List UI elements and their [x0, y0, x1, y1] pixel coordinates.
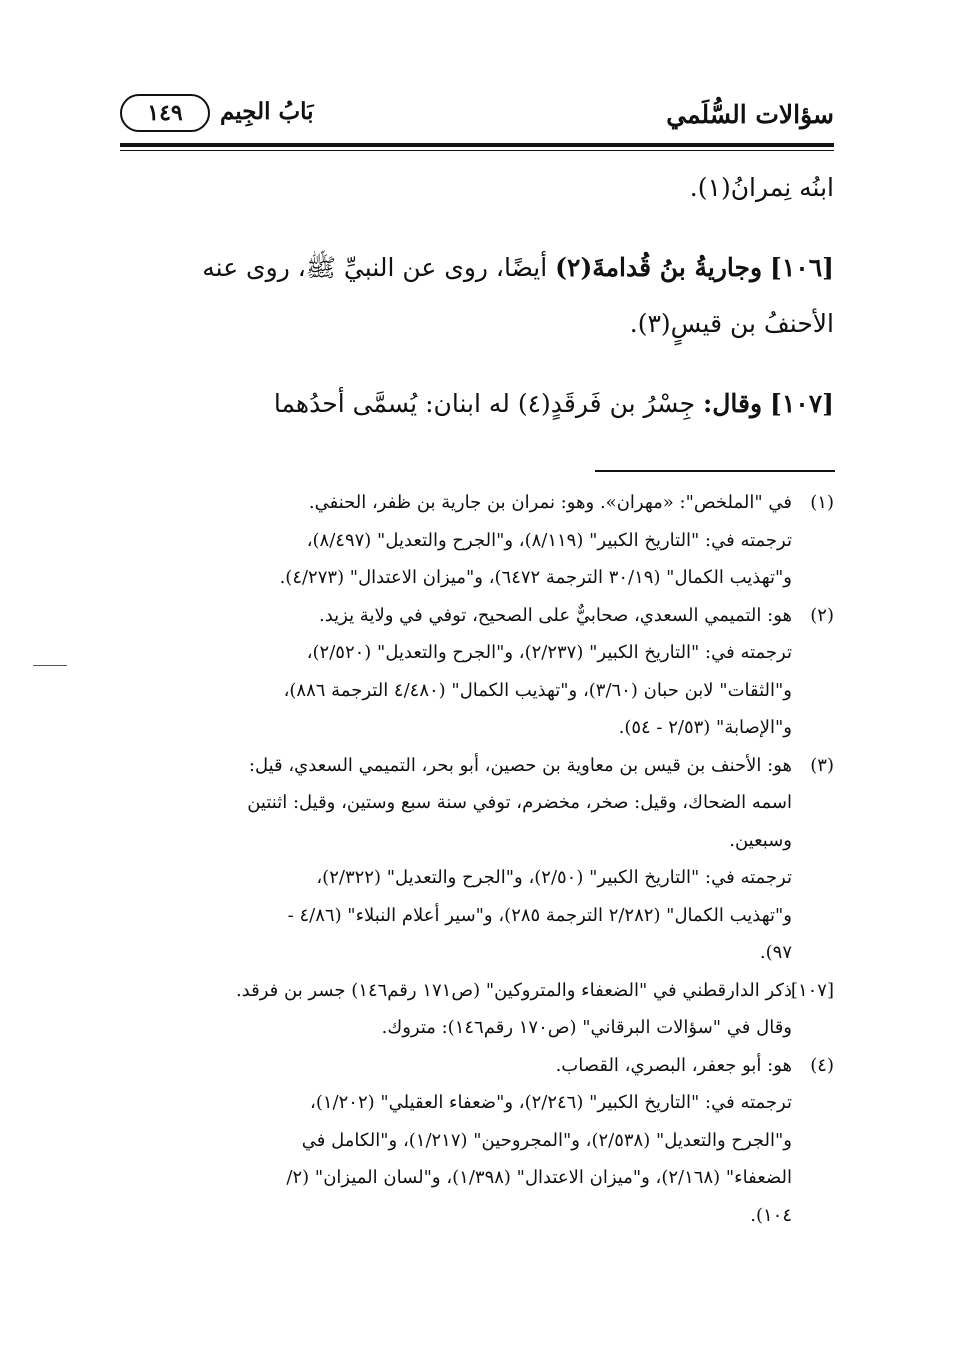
- entry-106: [125, 240, 834, 352]
- footnote-1: [125, 484, 834, 597]
- footnote-number: [١٠٧]: [790, 979, 834, 1001]
- footnote-3: [125, 747, 834, 972]
- main-text: [125, 160, 834, 432]
- entry-107: [125, 376, 834, 432]
- footnote-2: [125, 597, 834, 747]
- footnote-body: [125, 597, 792, 747]
- chapter-title: بَابُ الجِيم: [220, 98, 314, 125]
- footnote-line: هو: التميمي السعدي، صحابيٌّ على الصحيح، توفي في ولاية يزيد.: [318, 604, 792, 626]
- footnote-line: ٩٧).: [759, 942, 792, 963]
- footnote-line: ترجمته في: "التاريخ الكبير" (٢/٥٠)، و"الجرح والتعديل" (٢/٣٢٢)،: [316, 867, 792, 888]
- footnote-107: [125, 972, 834, 1047]
- footnote-line: و"الثقات" لابن حبان (٣/٦٠)، و"تهذيب الكمال" (٤/٤٨٠ الترجمة ٨٨٦)،: [283, 679, 792, 701]
- entry-name: وجاريةُ بنُ قُدامةَ(٢): [555, 253, 763, 282]
- entry-number: [١٠٦]: [770, 253, 834, 282]
- entry-text: جِسْرُ بن فَرقَدٍ(٤) له ابنان: يُسمَّى أحدُهما: [273, 389, 696, 418]
- footnote-body: [125, 1047, 792, 1235]
- footnote-body: [125, 747, 792, 972]
- entry-text: أيضًا، روى عن النبيِّ ﷺ، روى عنه: [202, 253, 548, 282]
- footnote-line: ١٠٤).: [750, 1204, 792, 1226]
- page-number: ١٤٩: [120, 94, 210, 132]
- footnote-number: (١): [810, 492, 834, 513]
- footnote-number: (٢): [810, 604, 834, 626]
- footnote-line: ذكر الدارقطني في "الضعفاء والمتروكين" (ص١٧١ رقم١٤٦) جسر بن فرقد.: [235, 979, 792, 1001]
- footnote-line: في "الملخص": «مهران». وهو: نمران بن جارية بن ظفر، الحنفي.: [308, 492, 792, 513]
- footnote-line: و"تهذيب الكمال" (٢/٢٨٢ الترجمة ٢٨٥)، و"سير أعلام النبلاء" (٤/٨٦ -: [287, 904, 792, 926]
- header-rule-thin: [120, 150, 834, 151]
- footnote-body: [125, 972, 792, 1047]
- footnote-line: هو: الأحنف بن قيس بن معاوية بن حصين، أبو بحر، التميمي السعدي، قيل:: [248, 754, 792, 776]
- entry-lead: وقال:: [703, 389, 763, 418]
- footnote-line: وقال في "سؤالات البرقاني" (ص١٧٠ رقم١٤٦): متروك.: [381, 1017, 792, 1038]
- footnote-line: و"تهذيب الكمال" (٣٠/١٩ الترجمة ٦٤٧٢)، و"ميزان الاعتدال" (٤/٢٧٣).: [279, 567, 792, 588]
- paragraph-continuation: ابنُه نِمرانُ(١).: [689, 173, 834, 202]
- book-title: سؤالات السُّلَمي: [666, 100, 834, 129]
- footnote-line: و"الجرح والتعديل" (٢/٥٣٨)، و"المجروحين" (١/٢١٧)، و"الكامل في: [301, 1129, 792, 1151]
- footnote-line: ترجمته في: "التاريخ الكبير" (٢/٢٤٦)، و"ضعفاء العقيلي" (١/٢٠٢)،: [310, 1092, 792, 1113]
- footnote-line: الضعفاء" (٢/١٦٨)، و"ميزان الاعتدال" (١/٣٩٨)، و"لسان الميزان" (٢/: [286, 1167, 792, 1188]
- header-rule-thick: [120, 143, 834, 147]
- footnotes: [125, 484, 834, 1234]
- footnote-line: هو: أبو جعفر، البصري، القصاب.: [555, 1054, 792, 1076]
- footnote-number: (٤): [810, 1054, 834, 1076]
- footnote-body: [125, 484, 792, 597]
- entry-number: [١٠٧]: [770, 389, 834, 418]
- entry-text-line2: الأحنفُ بن قيسٍ(٣).: [629, 309, 834, 338]
- footnote-4: [125, 1047, 834, 1235]
- footnote-line: و"الإصابة" (٢/٥٣ - ٥٤).: [618, 717, 792, 738]
- page-header: [120, 92, 834, 142]
- margin-mark: [33, 665, 67, 666]
- footnote-line: اسمه الضحاك، وقيل: صخر، مخضرم، توفي سنة سبع وستين، وقيل: اثنتين: [247, 792, 792, 813]
- footnote-number: (٣): [810, 754, 834, 776]
- footnote-line: ترجمته في: "التاريخ الكبير" (٨/١١٩)، و"الجرح والتعديل" (٨/٤٩٧)،: [306, 529, 792, 551]
- footnote-line: ترجمته في: "التاريخ الكبير" (٢/٢٣٧)، و"الجرح والتعديل" (٢/٥٢٠)،: [306, 642, 792, 663]
- footnote-separator: [595, 470, 835, 472]
- footnote-line: وسبعين.: [729, 829, 792, 851]
